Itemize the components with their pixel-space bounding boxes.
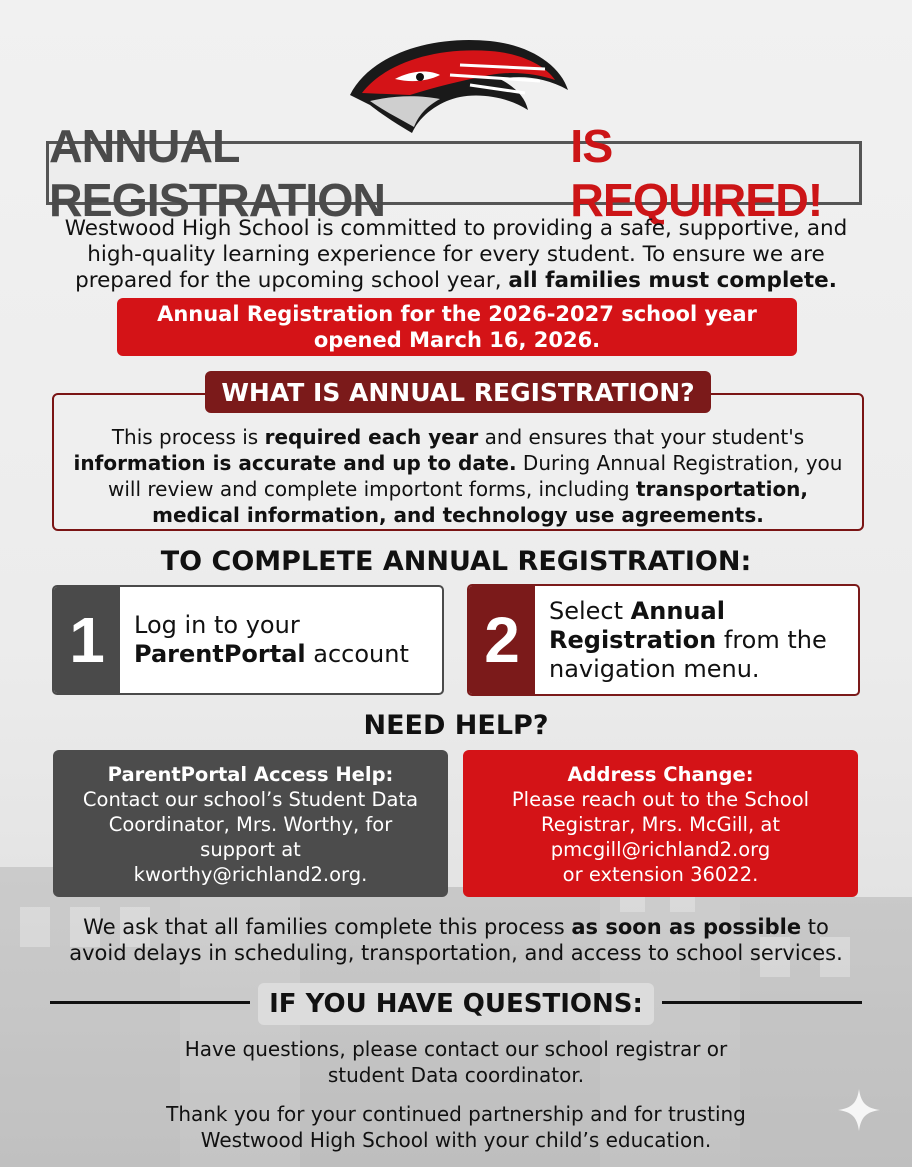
intro-line-3-text: prepared for the upcoming school year, [75, 268, 509, 293]
intro-line-3 [40, 268, 872, 294]
banner-line-2: opened March 16, 2026. [313, 328, 601, 352]
what-text-e: During Annual Registration, you [516, 451, 843, 475]
step-2-line-3: navigation menu. [549, 654, 760, 683]
intro-line-3-bold: all families must complete. [508, 268, 837, 293]
step-1-line-1: Log in to your [134, 611, 300, 639]
step-2-text [535, 586, 858, 694]
what-text-c: and ensures that your student's [478, 425, 805, 449]
closing-line-2: avoid delays in scheduling, transportation, and access to school services. [69, 941, 843, 965]
questions-p1-line-1: Have questions, please contact our school registrar or [184, 1037, 728, 1061]
parentportal-help-card [53, 750, 448, 897]
what-text-h: medical information, and technology use agreements. [152, 503, 764, 527]
intro-paragraph [40, 216, 872, 294]
questions-p1-line-2: student Data coordinator. [327, 1063, 585, 1087]
step-2-pre: Select [549, 596, 631, 625]
step-1-text [120, 587, 442, 693]
what-line-1 [62, 424, 854, 450]
closing-bold: as soon as possible [571, 915, 802, 939]
address-change-card [463, 750, 858, 897]
divider-right [662, 1001, 862, 1004]
complete-registration-heading: TO COMPLETE ANNUAL REGISTRATION: [160, 546, 752, 577]
step-2-card [467, 584, 860, 696]
what-line-4 [62, 502, 854, 528]
what-text-f: will review and complete importont forms, including [107, 477, 636, 501]
what-line-3 [62, 476, 854, 502]
intro-line-2: high-quality learning experience for every student. To ensure we are [87, 242, 825, 267]
registration-open-banner [117, 298, 797, 356]
what-text-d: information is accurate and up to date. [73, 451, 517, 475]
what-text-b: required each year [264, 425, 479, 449]
step-1-bold: ParentPortal [134, 640, 306, 668]
need-help-heading: NEED HELP? [363, 710, 549, 741]
step-2-post: from the [716, 625, 827, 654]
closing-paragraph [40, 914, 872, 966]
sparkle-icon [836, 1087, 882, 1133]
step-2-bold-2: Registration [549, 625, 717, 654]
step-1-line-2 [134, 640, 409, 669]
step-2-line-2 [549, 626, 827, 655]
closing-line-1 [40, 914, 872, 940]
questions-p2-line-1: Thank you for your continued partnership and for trusting [166, 1102, 746, 1126]
what-text-a: This process is [111, 425, 265, 449]
address-change-line-1: Please reach out to the School [511, 788, 810, 811]
parentportal-help-email: kworthy@richland2.org. [133, 863, 368, 886]
intro-line-1: Westwood High School is committed to providing a safe, supportive, and [64, 216, 848, 241]
parentportal-help-line-2: Coordinator, Mrs. Worthy, for [108, 813, 393, 836]
step-1-number: 1 [54, 587, 120, 693]
questions-paragraph-2 [100, 1101, 812, 1153]
step-2-bold-1: Annual [630, 596, 725, 625]
closing-pre: We ask that all families complete this process [83, 915, 572, 939]
banner-line-1: Annual Registration for the 2026-2027 school year [157, 302, 757, 326]
questions-paragraph-1 [100, 1036, 812, 1088]
address-change-extension: or extension 36022. [562, 863, 759, 886]
step-2-line-1 [549, 597, 827, 626]
what-is-registration-heading: WHAT IS ANNUAL REGISTRATION? [205, 371, 711, 413]
parentportal-help-line-1: Contact our school’s Student Data [82, 788, 419, 811]
divider-left [50, 1001, 250, 1004]
questions-p2-line-2: Westwood High School with your child’s education. [200, 1128, 712, 1152]
step-1-card [52, 585, 444, 695]
address-change-line-2: Registrar, Mrs. McGill, at [541, 813, 780, 836]
questions-heading: IF YOU HAVE QUESTIONS: [258, 983, 654, 1025]
closing-post: to [801, 915, 829, 939]
title-part-1: ANNUAL REGISTRATION [49, 120, 386, 226]
parentportal-help-title: ParentPortal Access Help: [107, 763, 394, 786]
main-title [46, 120, 862, 226]
step-2-number: 2 [469, 586, 535, 694]
what-text-g: transportation, [635, 477, 809, 501]
title-part-2: IS REQUIRED! [570, 120, 823, 226]
address-change-email: pmcgill@richland2.org [550, 838, 771, 861]
parentportal-help-line-3: support at [200, 838, 301, 861]
address-change-title: Address Change: [567, 763, 754, 786]
step-1-rest: account [305, 640, 409, 668]
what-line-2 [62, 450, 854, 476]
what-is-registration-text [62, 424, 854, 528]
